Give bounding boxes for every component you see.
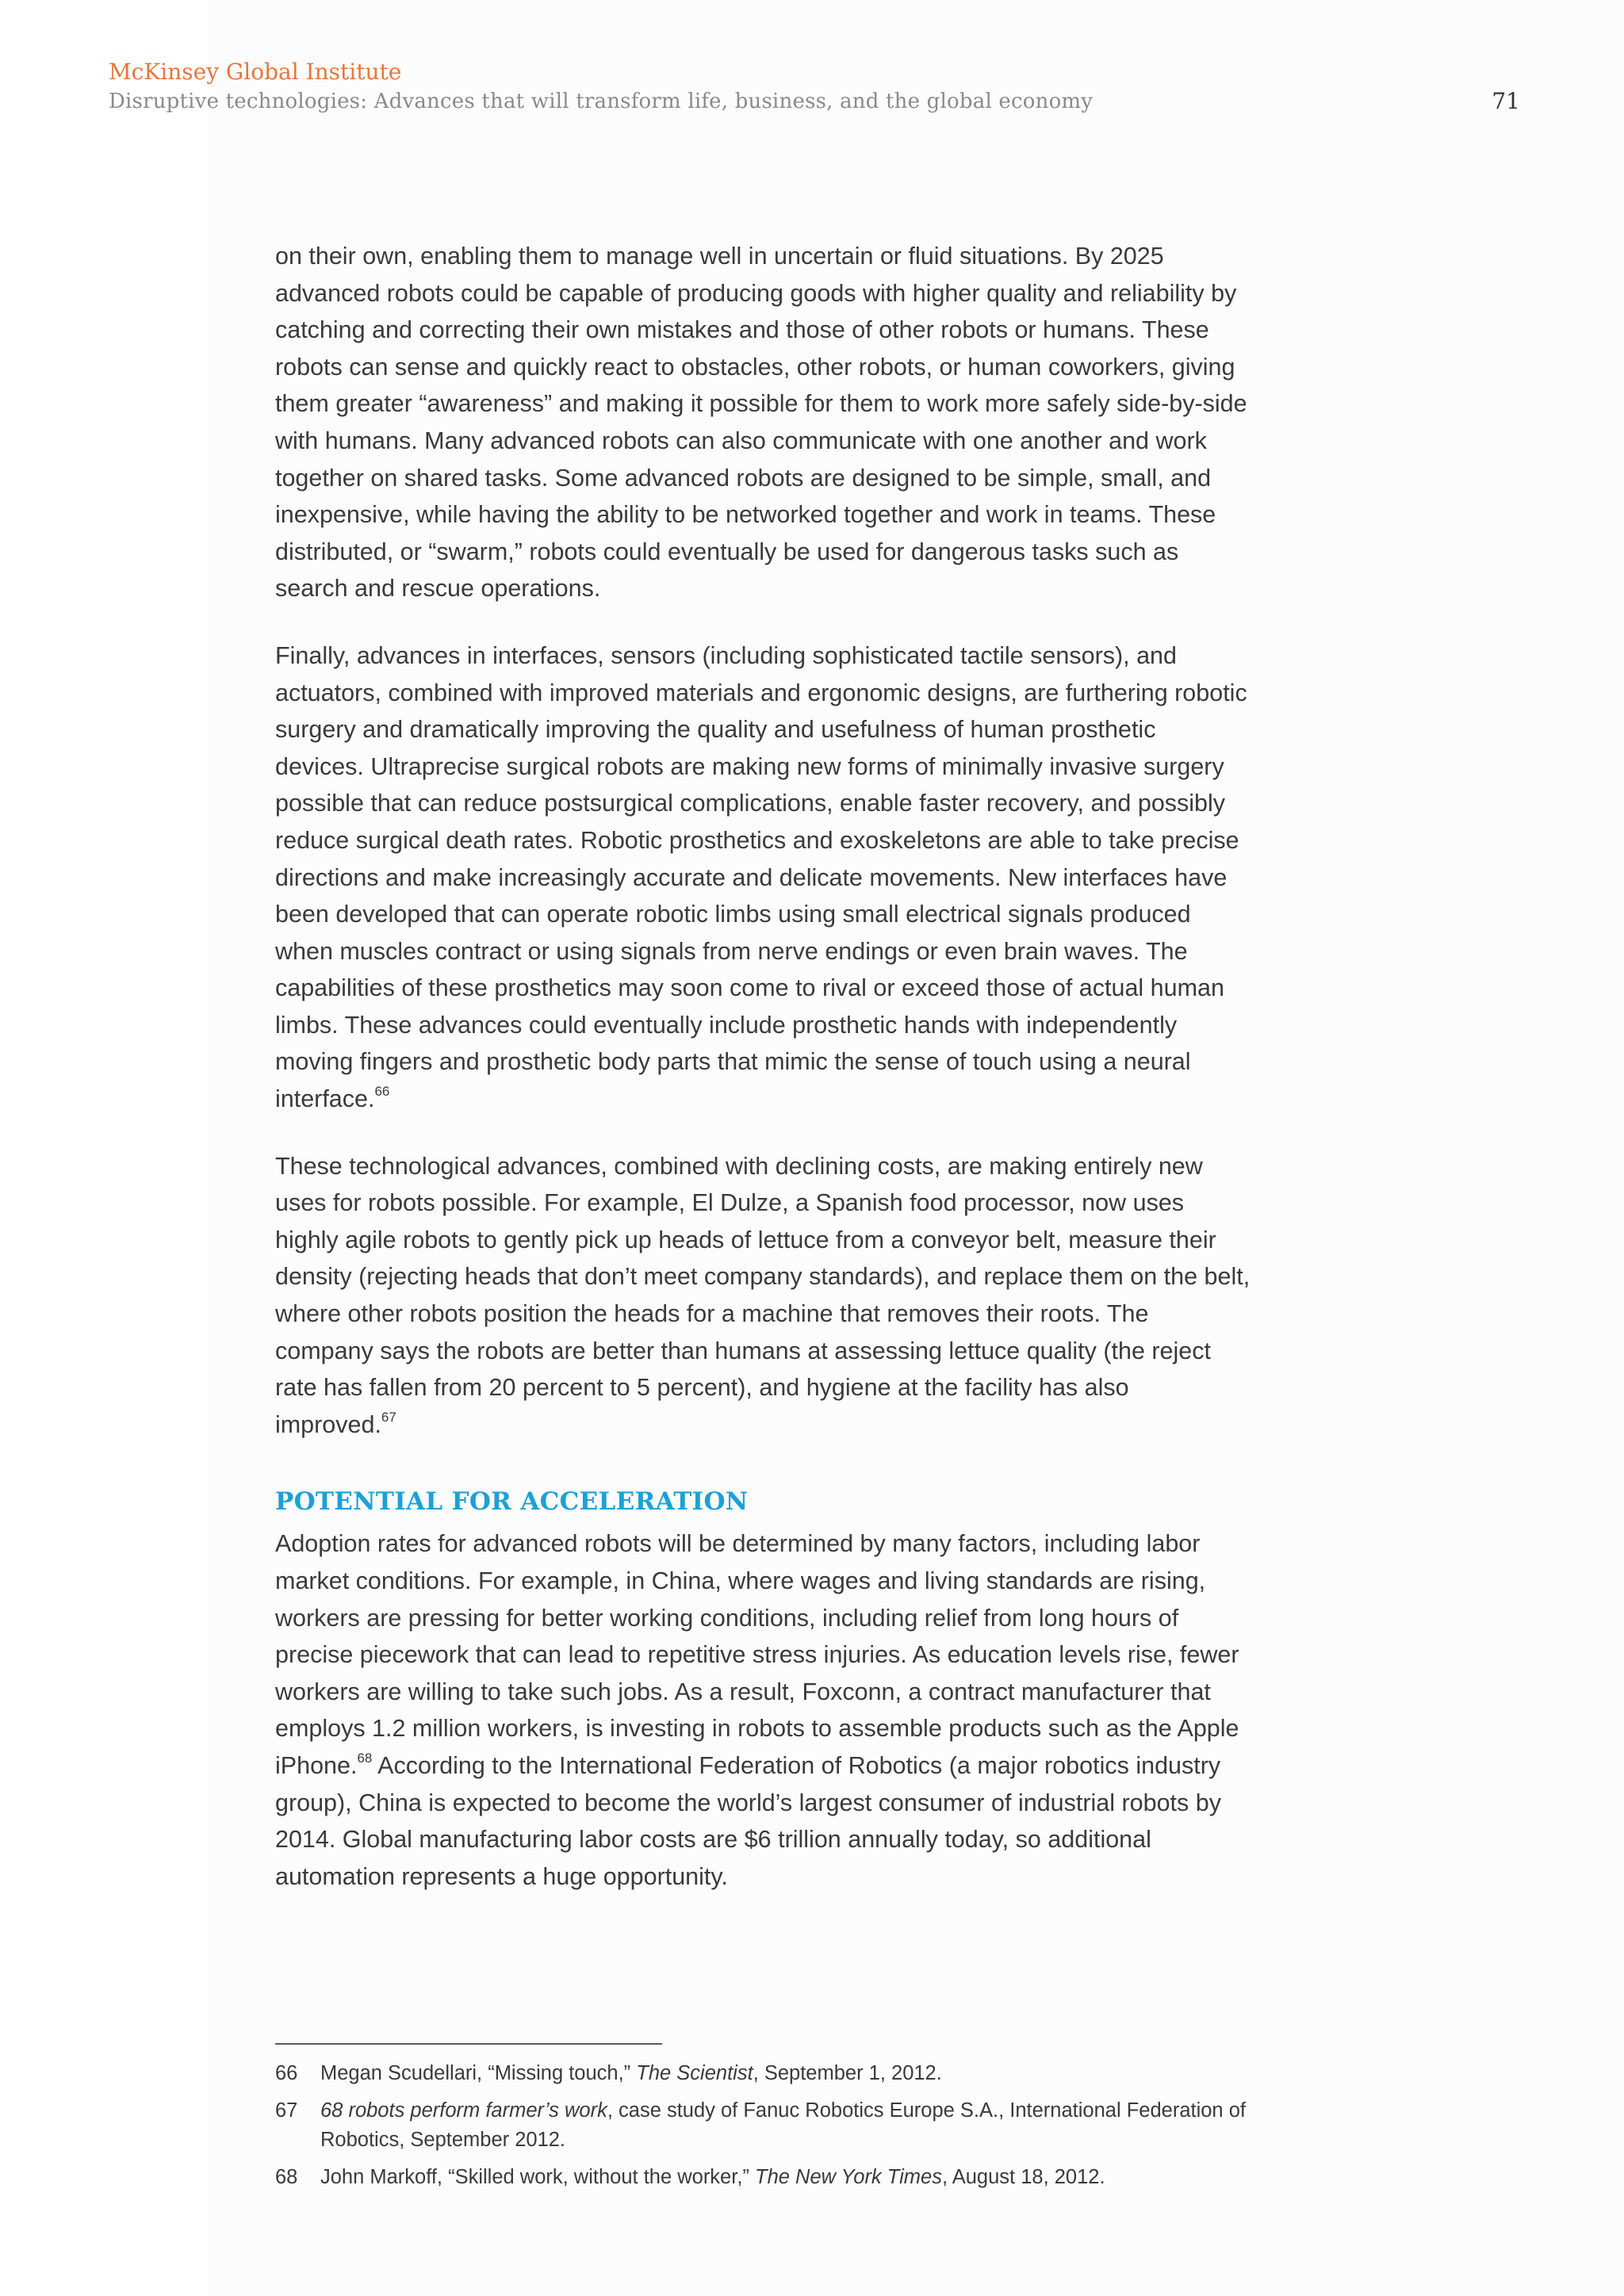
footnote-ref-67[interactable]: 67 <box>381 1409 396 1425</box>
footnote-source-title: 68 robots perform farmer’s work <box>320 2099 607 2122</box>
footnotes <box>275 2059 1251 2200</box>
paragraph-2-text: Finally, advances in interfaces, sensors (including sophisticated tactile sensors), and actuators, combined with improved materials and ergonomic designs, are furthering robotic surgery and dramatically improving the quality and usefulness of human prosthetic devices. Ultraprecise surgical robots are making new forms of minimally invasive surgery possible that can reduce postsurgical complications, enable faster recovery, and possibly reduce surgical death rates. Robotic prosthetics and exoskeletons are able to take precise directions and make increasingly accurate and delicate movements. New interfaces have been developed that can operate robotic limbs using small electrical signals produced when muscles contract or using signals from nerve endings or even brain waves. The capabilities of these prosthetics may soon come to rival or exceed those of actual human limbs. These advances could eventually include prosthetic hands with independently moving fingers and prosthetic body parts that mimic the sense of touch using a neural interface. <box>275 641 1247 1113</box>
footnote-text-post: , August 18, 2012. <box>941 2166 1105 2188</box>
footnote-number: 67 <box>275 2099 298 2122</box>
footnote-text <box>320 2096 1251 2155</box>
footnote-text-post: , case study of Fanuc Robotics Europe S.A., International Federation of Robotics, September 2012. <box>320 2099 1246 2151</box>
footnote-text <box>320 2059 1251 2088</box>
footnote-text-post: , September 1, 2012. <box>753 2062 942 2084</box>
footnote-ref-68[interactable]: 68 <box>357 1750 373 1766</box>
footnote-ref-66[interactable]: 66 <box>374 1084 390 1100</box>
footnote-number: 68 <box>275 2166 298 2188</box>
page-number: 71 <box>1492 88 1520 114</box>
publisher-name: McKinsey Global Institute <box>109 59 402 85</box>
paragraph-3-text: These technological advances, combined with declining costs, are making entirely new uses for robots possible. For example, El Dulze, a Spanish food processor, now uses highly agile robots to gently pick up heads of lettuce from a conveyor belt, measure their density (rejecting heads that don’t meet company standards), and replace them on the belt, where other robots position the heads for a machine that removes their roots. The company says the robots are better than humans at assessing lettuce quality (the reject rate has fallen from 20 percent to 5 percent), and hygiene at the facility has also improved. <box>275 1152 1251 1438</box>
footnote-source-title: The Scientist <box>636 2062 753 2084</box>
footnote-text-pre: Megan Scudellari, “Missing touch,” <box>320 2062 637 2084</box>
footnote-67 <box>275 2096 1251 2155</box>
paragraph-4-text-b: According to the International Federation of Robotics (a major robotics industry group), China is expected to become the world’s largest consumer of industrial robots by 2014. Global manufacturing labor costs are $6 trillion annually today, so additional automation represents a huge opportunity. <box>275 1751 1221 1890</box>
report-title: Disruptive technologies: Advances that will transform life, business, and the global economy <box>109 90 1094 113</box>
footnote-text <box>320 2163 1251 2192</box>
section-heading: POTENTIAL FOR ACCELERATION <box>275 1487 749 1517</box>
footnote-68 <box>275 2163 1251 2192</box>
paragraph-3 <box>275 1148 1251 1444</box>
paragraph-2 <box>275 637 1251 1118</box>
paragraph-4 <box>275 1525 1251 1895</box>
footnote-number: 66 <box>275 2062 298 2084</box>
running-header <box>109 57 1520 116</box>
paragraph-1 <box>275 238 1251 607</box>
footnote-divider <box>275 2043 662 2045</box>
paragraph-1-text: on their own, enabling them to manage well in uncertain or fluid situations. By 2025 advanced robots could be capable of producing goods with higher quality and reliability by catching and correcting their own mistakes and those of other robots or humans. These robots can sense and quickly react to obstacles, other robots, or human coworkers, giving them greater “awareness” and making it possible for them to work more safely side-by-side with humans. Many advanced robots can also communicate with one another and work together on shared tasks. Some advanced robots are designed to be simple, small, and inexpensive, while having the ability to be networked together and work in teams. These distributed, or “swarm,” robots could eventually be used for dangerous tasks such as search and rescue operations. <box>275 243 1247 603</box>
article-body <box>275 238 1251 1925</box>
footnote-66 <box>275 2059 1251 2088</box>
paragraph-4-text-a: Adoption rates for advanced robots will be determined by many factors, including labor market conditions. For example, in China, where wages and living standards are rising, workers are pressing for better working conditions, including relief from long hours of precise piecework that can lead to repetitive stress injuries. As education levels rise, fewer workers are willing to take such jobs. As a result, Foxconn, a contract manufacturer that employs 1.2 million workers, is investing in robots to assemble products such as the Apple iPhone. <box>275 1530 1239 1779</box>
footnote-text-pre: John Markoff, “Skilled work, without the worker,” <box>320 2166 755 2188</box>
footnote-source-title: The New York Times <box>755 2166 942 2188</box>
